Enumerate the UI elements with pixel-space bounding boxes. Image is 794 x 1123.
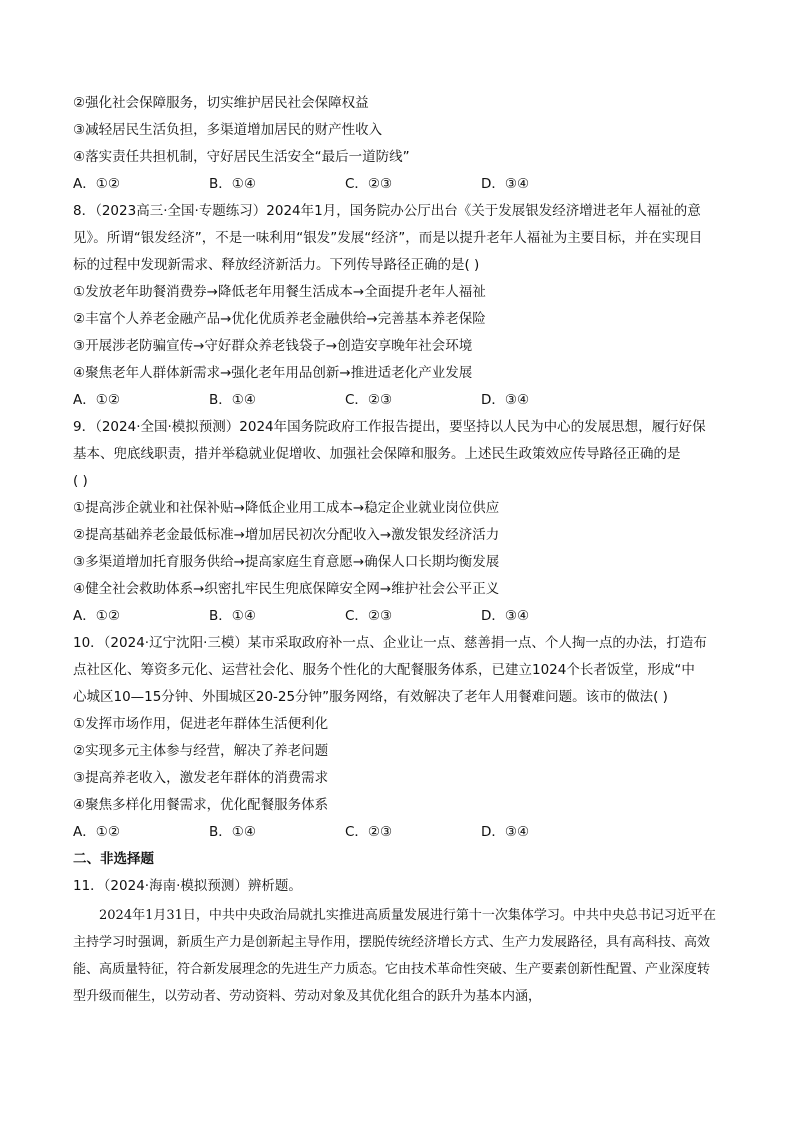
section-heading: 二、非选择题	[73, 851, 154, 867]
q8-option-a: A．①②	[73, 392, 120, 408]
q9-options	[73, 603, 721, 630]
q7-item-4: ④落实责任共担机制，守好居民生活安全“最后一道防线”	[73, 149, 410, 165]
q9-option-a: A．①②	[73, 608, 120, 624]
q10-item-1: ①发挥市场作用，促进老年群体生活便利化	[73, 716, 329, 732]
q9-stem-line-3: ( )	[73, 473, 88, 489]
q7-option-d: D．③④	[481, 176, 530, 192]
q8-stem-line-2: 见》。所谓“银发经济”，不是一味利用“银发”发展“经济”，而是以提升老年人福祉为主要目标，并在实现目	[73, 230, 703, 246]
q9-stem-line-2: 基本、兜底线职责，措并举稳就业促增收、加强社会保障和服务。上述民生政策效应传导路径正确的是	[73, 446, 681, 462]
q10-option-a: A．①②	[73, 824, 120, 840]
q7-option-b: B．①④	[209, 176, 256, 192]
q8-item-1: ①发放老年助餐消费券→降低老年用餐生活成本→全面提升老年人福祉	[73, 284, 486, 300]
q11-stem: 11．（2024·海南·模拟预测）辨析题。	[73, 878, 302, 894]
q9-option-c: C．②③	[345, 608, 393, 624]
q10-stem-line-3: 心城区10—15分钟、外围城区20-25分钟”服务网络，有效解决了老年人用餐难问题。该市的做法( )	[73, 689, 668, 705]
q7-item-2: ②强化社会保障服务，切实维护居民社会保障权益	[73, 95, 369, 111]
q10-option-b: B．①④	[209, 824, 256, 840]
q9-option-d: D．③④	[481, 608, 530, 624]
q10-item-2: ②实现多元主体参与经营，解决了养老问题	[73, 743, 329, 759]
q10-item-3: ③提高养老收入，激发老年群体的消费需求	[73, 770, 329, 786]
q10-item-4: ④聚焦多样化用餐需求，优化配餐服务体系	[73, 797, 329, 813]
q8-item-3: ③开展涉老防骗宣传→守好群众养老钱袋子→创造安享晚年社会环境	[73, 338, 473, 354]
q7-options	[73, 171, 721, 198]
q9-item-1: ①提高涉企就业和社保补贴→降低企业用工成本→稳定企业就业岗位供应	[73, 500, 500, 516]
q10-stem-line-1: 10．（2024·辽宁沈阳·三模）某市采取政府补一点、企业让一点、慈善捐一点、个人掏一点的办法，打造布	[73, 635, 707, 651]
q9-item-3: ③多渠道增加托育服务供给→提高家庭生育意愿→确保人口长期均衡发展	[73, 554, 500, 570]
q9-stem-line-1: 9．（2024·全国·模拟预测）2024年国务院政府工作报告提出，要坚持以人民为中心的发展思想，履行好保	[73, 419, 706, 435]
q7-option-c: C．②③	[345, 176, 393, 192]
q11-passage: 2024年1月31日，中共中央政治局就扎实推进高质量发展进行第十一次集体学习。中共中央总书记习近平在主持学习时强调，新质生产力是创新起主导作用，摆脱传统经济增长方式、生产力发展路径，具有高科技、高效能、高质量特征，符合新发展理念的先进生产力质态。它由技术革命性突破、生产要素创新性配置、产业深度转型升级而催生，以劳动者、劳动资料、劳动对象及其优化组合的跃升为基本内涵，	[73, 908, 716, 1004]
q9-option-b: B．①④	[209, 608, 256, 624]
q8-option-d: D．③④	[481, 392, 530, 408]
q8-stem-line-3: 标的过程中发现新需求、释放经济新活力。下列传导路径正确的是( )	[73, 257, 480, 273]
q8-stem-line-1: 8．（2023高三·全国·专题练习）2024年1月，国务院办公厅出台《关于发展银发经济增进老年人福祉的意	[73, 203, 701, 219]
q9-item-4: ④健全社会救助体系→织密扎牢民生兜底保障安全网→维护社会公平正义	[73, 581, 500, 597]
q10-option-d: D．③④	[481, 824, 530, 840]
q8-item-4: ④聚焦老年人群体新需求→强化老年用品创新→推进适老化产业发展	[73, 365, 473, 381]
q7-option-a: A．①②	[73, 176, 120, 192]
document-content	[73, 90, 721, 1010]
q10-stem-line-2: 点社区化、筹资多元化、运营社会化、服务个性化的大配餐服务体系，已建立1024个长者饭堂，形成“中	[73, 662, 695, 678]
q9-item-2: ②提高基础养老金最低标准→增加居民初次分配收入→激发银发经济活力	[73, 527, 500, 543]
q8-option-c: C．②③	[345, 392, 393, 408]
q8-options	[73, 387, 721, 414]
q10-options	[73, 819, 721, 846]
q8-item-2: ②丰富个人养老金融产品→优化优质养老金融供给→完善基本养老保险	[73, 311, 486, 327]
q7-item-3: ③减轻居民生活负担，多渠道增加居民的财产性收入	[73, 122, 383, 138]
q10-option-c: C．②③	[345, 824, 393, 840]
q8-option-b: B．①④	[209, 392, 256, 408]
